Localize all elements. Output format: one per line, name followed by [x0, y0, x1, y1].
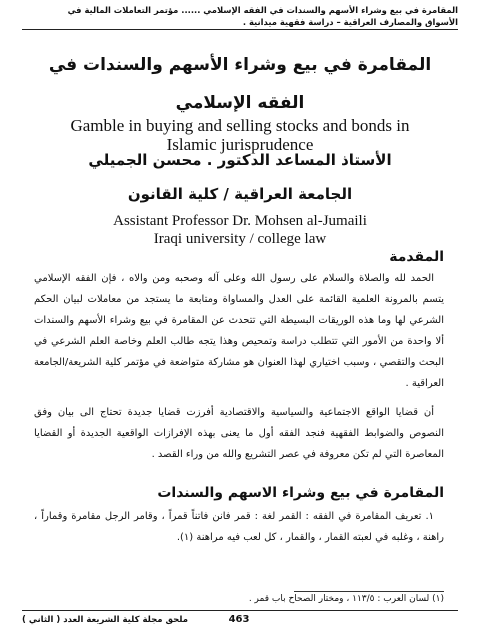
intro-paragraph-2 [34, 402, 444, 465]
english-title-line2: Islamic jurisprudence [166, 135, 314, 154]
english-title-line1: Gamble in buying and selling stocks and bonds in [70, 116, 410, 135]
header-rule [22, 29, 458, 30]
intro-heading: المقدمة [389, 249, 444, 265]
arabic-title-line1: المقامرة في بيع وشراء الأسهم والسندات في [48, 55, 432, 75]
intro-paragraph-1-text: الحمد لله والصلاة والسلام على رسول الله وعلى آله وصحبه ومن والاه ، فإن الفقه الإسلامي يتسم بالمرونة العلمية القائمة على العدل والمساواة ومتابعة ما يستجد من معاملات لبيان الحكم الشرعي لها وما هذه الوريقات البسيطة التي تتحدث عن المقامرة في بيع وشراء الأسهم والسندات ألا واحدة من الأمور التي تتطلب دراسة وتمحيص وهذا يتجه طالب العلم وخاصة العلم الشرعي في البحث والتقصي ، وسبب اختياري لهذا العنوان هو مشاركة متواضعة في مؤتمر كلية الشريعة/الجامعة العراقية . [34, 273, 444, 389]
running-header-line1: المقامرة في بيع وشراء الأسهم والسندات في الفقه الإسلامي ...... مؤتمر التعاملات المالية في [67, 5, 458, 15]
journal-footer: ملحق مجلة كلية الشريعة العدد ( الثاني ) [22, 615, 188, 625]
running-header [22, 4, 458, 28]
arabic-title [30, 46, 450, 122]
arabic-title-line2: الفقه الإسلامي [175, 93, 305, 113]
footnote-rule [294, 591, 444, 592]
section-paragraph-text: ١. تعريف المقامرة في الفقه : القمر لغة : قمر فانن فاتناً قمراً ، وقامر الرجل مقامرة وقماراً ، راهنة ، وغلبه في لعبته القمار ، والقمار ، كل لعب فيه مراهنة (١). [34, 511, 444, 543]
english-title [40, 116, 440, 154]
footer-rule [22, 610, 458, 611]
affiliation-english: Iraqi university / college law [153, 231, 327, 247]
section-heading: المقامرة في بيع وشراء الاسهم والسندات [157, 485, 444, 501]
affiliation-arabic: الجامعة العراقية / كلية القانون [127, 185, 353, 203]
section-paragraph [34, 506, 444, 548]
intro-paragraph-1 [34, 268, 444, 394]
intro-paragraph-2-text: أن قضايا الواقع الاجتماعية والسياسية والاقتصادية أفرزت قضايا جديدة تحتاج الى بيان وفق النصوص والضوابط الفقهية فنجد الفقه أول ما يعنى بهذه الإفرازات الواقعية الجديدة أو القضايا المعاصرة التي لم تكن معروفة في عصر التشريع والله من وراء القصد . [34, 407, 444, 460]
author-name-arabic: الأستاذ المساعد الدكتور . محسن الجميلي [88, 151, 392, 169]
page-number: 463 [228, 614, 250, 625]
running-header-line2: الأسواق والمصارف العراقية – دراسة فقهية ميدانية . [242, 17, 458, 27]
author-name-english: Assistant Professor Dr. Mohsen al-Jumaili [113, 213, 367, 229]
footnote: (١) لسان العرب : ١١٣/٥ ، ومختار الصحاح باب قمر . [248, 594, 444, 604]
